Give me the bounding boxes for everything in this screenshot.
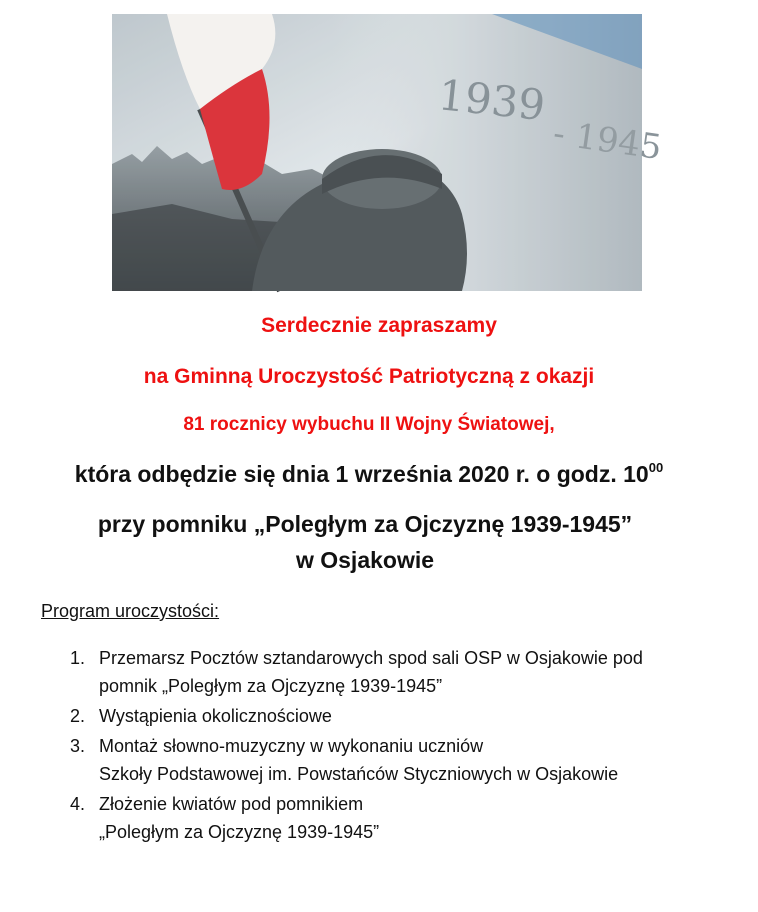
- program-list: [70, 644, 730, 848]
- invitation-line-2: na Gminną Uroczystość Patriotyczną z okazji: [143, 365, 595, 388]
- invitation-line-1: Serdecznie zapraszamy: [261, 314, 497, 337]
- program-item-2: [70, 702, 730, 730]
- program-item-number: 3.: [70, 736, 86, 756]
- program-item-text-cont: Szkoły Podstawowej im. Powstańców Styczniowych w Osjakowie: [99, 764, 619, 784]
- program-item-text: Montaż słowno-muzyczny w wykonaniu uczniów: [99, 736, 484, 756]
- invitation-line-3: 81 rocznicy wybuchu II Wojny Światowej,: [183, 414, 555, 435]
- program-item-text: Przemarsz Pocztów sztandarowych spod sali OSP w Osjakowie pod: [99, 648, 643, 668]
- program-item-text: Złożenie kwiatów pod pomnikiem: [99, 794, 364, 814]
- program-item-number: 4.: [70, 794, 86, 814]
- patriotic-photo-flag-soldier-icon: [112, 14, 665, 291]
- program-item-number: 2.: [70, 706, 86, 726]
- program-item-text-cont: „Poległym za Ojczyznę 1939-1945”: [99, 822, 380, 842]
- program-item-4: [70, 790, 730, 846]
- program-item-1: [70, 644, 730, 700]
- photo-inscription-1939: 1939: [435, 70, 548, 131]
- invitation-place-line: przy pomniku „Poległym za Ojczyznę 1939-1945”: [97, 511, 633, 537]
- invitation-date-line: [0, 460, 748, 488]
- program-item-text: Wystąpienia okolicznościowe: [99, 706, 332, 726]
- program-heading: Program uroczystości:: [41, 601, 220, 621]
- program-item-number: 1.: [70, 648, 86, 668]
- invitation-town-line: w Osjakowie: [295, 547, 435, 573]
- program-item-3: [70, 732, 730, 788]
- invitation-time-minutes: 00: [648, 460, 664, 475]
- header-photo: [112, 14, 665, 291]
- photo-inscription-1945: - 1945: [550, 113, 665, 169]
- invitation-date-text: która odbędzie się dnia 1 września 2020 r. o godz. 10: [74, 461, 649, 487]
- program-item-text-cont: pomnik „Poległym za Ojczyznę 1939-1945”: [99, 676, 443, 696]
